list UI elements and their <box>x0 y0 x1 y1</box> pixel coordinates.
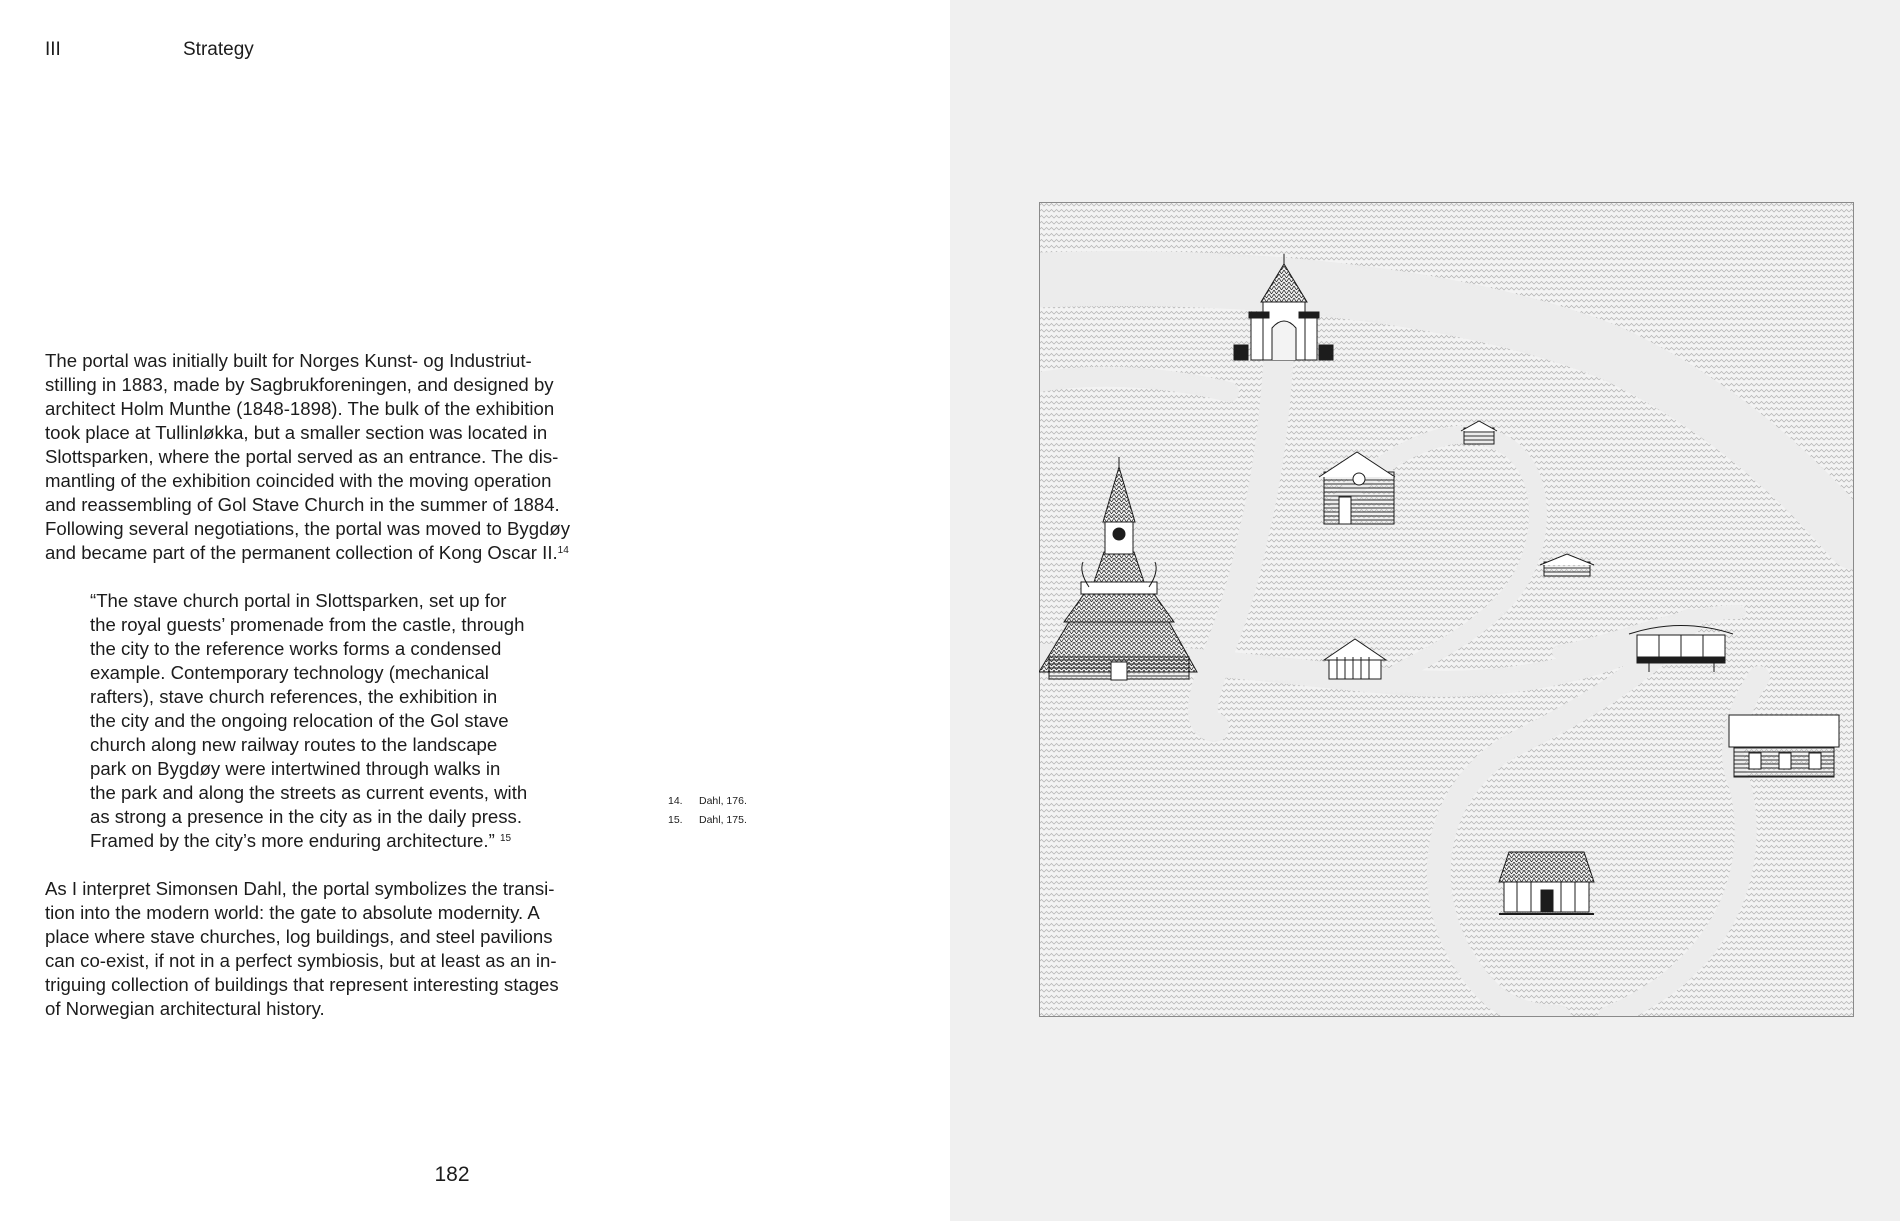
footnote-ref-15[interactable]: 15 <box>499 833 512 844</box>
text-line: mantling of the exhibition coincided with the moving operation <box>45 470 552 491</box>
church-mid-wall <box>1081 582 1157 594</box>
quote-line: church along new railway routes to the landscape <box>90 734 498 755</box>
quote-line: the city and the ongoing relocation of the Gol stave <box>90 710 509 731</box>
text-line-content: and became part of the permanent collection of Kong Oscar II. <box>45 542 558 563</box>
text-line: As I interpret Simonsen Dahl, the portal symbolizes the transi- <box>45 878 555 899</box>
log-house-door <box>1339 497 1351 524</box>
church-tower-window <box>1113 528 1125 540</box>
body-paragraph-2 <box>45 877 605 1021</box>
pavilion-base <box>1637 657 1725 663</box>
text-line: Slottsparken, where the portal served as an entrance. The dis- <box>45 446 559 467</box>
quote-line: the city to the reference works forms a condensed <box>90 638 502 659</box>
farmhouse-door <box>1541 890 1553 912</box>
footnote-number: 15. <box>668 814 683 826</box>
long-house-window-2 <box>1779 753 1791 769</box>
quote-line: the park and along the streets as current events, with <box>90 782 528 803</box>
footnote-14 <box>668 792 747 811</box>
footnote-text: Dahl, 176. <box>699 795 747 807</box>
text-line: took place at Tullinløkka, but a smaller section was located in <box>45 422 548 443</box>
quote-line: as strong a presence in the city as in the daily press. <box>90 806 523 827</box>
page-number: 182 <box>434 1163 470 1186</box>
footnotes <box>668 792 747 830</box>
long-house-window-3 <box>1809 753 1821 769</box>
log-house-window <box>1353 473 1365 485</box>
body-paragraph-1 <box>45 349 605 565</box>
long-house-building <box>1729 715 1839 777</box>
quote-line <box>90 829 610 853</box>
quote-line: park on Bygdøy were intertwined through walks in <box>90 758 501 779</box>
block-quote <box>90 589 610 853</box>
text-line: The portal was initially built for Norges Kunst- og Industriut- <box>45 350 532 371</box>
text-line: and reassembling of Gol Stave Church in the summer of 1884. <box>45 494 560 515</box>
long-house-roof <box>1729 715 1839 747</box>
quote-line: “The stave church portal in Slottsparken, set up for <box>90 590 507 611</box>
long-house-window-1 <box>1749 753 1761 769</box>
gate-tower-cap-left <box>1249 312 1269 318</box>
chapter-number: III <box>45 39 61 60</box>
text-line: triguing collection of buildings that represent interesting stages <box>45 974 559 995</box>
text-line: tion into the modern world: the gate to absolute modernity. A <box>45 902 540 923</box>
footnote-ref-14[interactable]: 14 <box>557 545 569 556</box>
farmhouse-building <box>1499 852 1594 914</box>
farmhouse-roof <box>1499 852 1594 882</box>
text-line: of Norwegian architectural history. <box>45 998 325 1019</box>
church-door <box>1111 662 1127 680</box>
text-line: stilling in 1883, made by Sagbrukforeningen, and designed by <box>45 374 554 395</box>
gate-tower-cap-right <box>1299 312 1319 318</box>
text-line: can co-exist, if not in a perfect symbiosis, but at least as an in- <box>45 950 557 971</box>
gate-base-left <box>1234 345 1248 360</box>
text-line: place where stave churches, log buildings, and steel pavilions <box>45 926 553 947</box>
quote-line: the royal guests’ promenade from the castle, through <box>90 614 525 635</box>
text-line: Following several negotiations, the portal was moved to Bygdøy <box>45 518 571 539</box>
gate-opening <box>1272 321 1296 360</box>
quote-line: rafters), stave church references, the exhibition in <box>90 686 498 707</box>
gate-base-right <box>1319 345 1333 360</box>
quote-line-content: Framed by the city’s more enduring architecture.” <box>90 830 495 851</box>
footnote-15 <box>668 811 747 830</box>
text-line: architect Holm Munthe (1848-1898). The bulk of the exhibition <box>45 398 555 419</box>
quote-line: example. Contemporary technology (mechanical <box>90 662 489 683</box>
footnote-text: Dahl, 175. <box>699 814 747 826</box>
text-line <box>45 541 605 565</box>
chapter-title: Strategy <box>183 39 254 60</box>
footnote-number: 14. <box>668 795 683 807</box>
site-plan-drawing <box>1039 202 1854 1017</box>
